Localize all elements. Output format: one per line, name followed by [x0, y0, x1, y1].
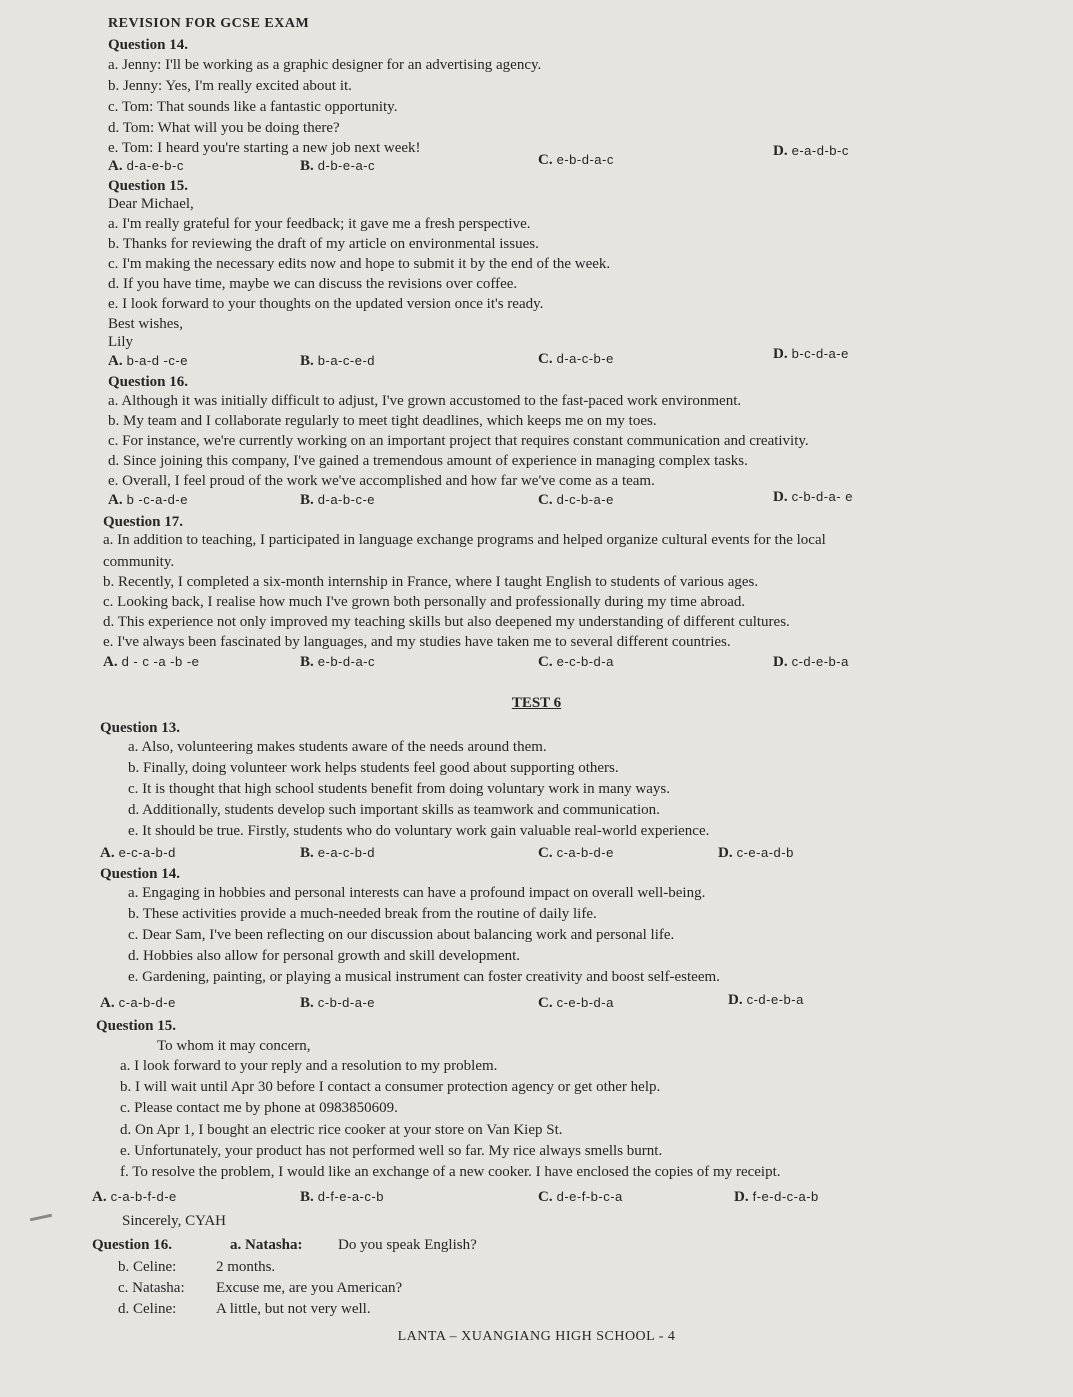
- option-text: d-a-c-b-e: [556, 351, 614, 366]
- sentence: e. Unfortunately, your product has not performed well so far. My rice always smells burnt.: [120, 1143, 663, 1159]
- answer-option-b[interactable]: [300, 993, 375, 1013]
- option-text: b-a-c-e-d: [317, 353, 376, 368]
- answer-option-d[interactable]: [734, 1187, 819, 1207]
- sentence: d. Tom: What will you be doing there?: [108, 120, 340, 136]
- sentence: d. Since joining this company, I've gained a tremendous amount of experience in managing complex tasks.: [108, 453, 748, 469]
- question-title: Question 15.: [96, 1018, 177, 1034]
- option-key: A.: [108, 158, 123, 174]
- option-key: A.: [100, 995, 115, 1011]
- option-key: D.: [734, 1189, 749, 1205]
- option-text: c-d-e-b-a: [746, 992, 804, 1007]
- sentence: a. Engaging in hobbies and personal interests can have a profound impact on overall well-being.: [128, 885, 706, 901]
- sentence: b. I will wait until Apr 30 before I contact a consumer protection agency or get other help.: [120, 1079, 661, 1095]
- test-title: TEST 6: [511, 695, 562, 711]
- question-title: Question 14.: [108, 37, 189, 53]
- pen-mark: [30, 1214, 52, 1222]
- answer-option-d[interactable]: [728, 990, 804, 1010]
- option-text: c-e-a-d-b: [736, 845, 794, 860]
- option-key: D.: [718, 845, 733, 861]
- sentence: e. I've always been fascinated by languages, and my studies have taken me to several different countries.: [103, 634, 731, 650]
- sentence: c. It is thought that high school students benefit from doing voluntary work in many ways.: [128, 781, 671, 797]
- option-text: d-a-e-b-c: [126, 158, 184, 173]
- sentence: c. I'm making the necessary edits now and hope to submit it by the end of the week.: [108, 256, 611, 272]
- option-key: A.: [108, 353, 123, 369]
- answer-option-b[interactable]: [300, 652, 375, 672]
- sentence: b. These activities provide a much-needed break from the routine of daily life.: [128, 906, 597, 922]
- answer-option-b[interactable]: [300, 843, 375, 863]
- option-text: d-c-b-a-e: [556, 492, 614, 507]
- sentence: d. Additionally, students develop such important skills as teamwork and communication.: [128, 802, 660, 818]
- speaker-label: b. Celine:: [118, 1259, 177, 1275]
- dialogue-text: A little, but not very well.: [216, 1301, 371, 1317]
- option-text: e-c-a-b-d: [118, 845, 176, 860]
- option-key: A.: [108, 492, 123, 508]
- option-key: B.: [300, 995, 314, 1011]
- answer-option-b[interactable]: [300, 156, 375, 176]
- dialogue-text: 2 months.: [216, 1259, 276, 1275]
- sentence: d. On Apr 1, I bought an electric rice cooker at your store on Van Kiep St.: [120, 1122, 563, 1138]
- sentence: d. If you have time, maybe we can discuss the revisions over coffee.: [108, 276, 518, 292]
- answer-option-c[interactable]: [538, 843, 614, 863]
- answer-option-a[interactable]: [100, 993, 176, 1013]
- sentence: b. My team and I collaborate regularly to meet tight deadlines, which keeps me on my toes.: [108, 413, 657, 429]
- option-text: c-b-d-a- e: [791, 489, 853, 504]
- option-key: D.: [773, 489, 788, 505]
- answer-option-a[interactable]: [103, 652, 199, 672]
- question-title: Question 17.: [103, 514, 184, 530]
- sentence: c. Please contact me by phone at 0983850609.: [120, 1100, 398, 1116]
- letter-closing: Sincerely, CYAH: [122, 1213, 227, 1229]
- answer-option-d[interactable]: [773, 487, 853, 507]
- answer-option-a[interactable]: [108, 490, 188, 510]
- option-text: c-b-d-a-e: [317, 995, 376, 1010]
- sentence: c. Looking back, I realise how much I've grown both personally and professionally during my time abroad.: [103, 594, 746, 610]
- option-text: f-e-d-c-a-b: [752, 1189, 819, 1204]
- sentence: e. It should be true. Firstly, students who do voluntary work gain valuable real-world experience.: [128, 823, 710, 839]
- sentence: e. Overall, I feel proud of the work we've accomplished and how far we've come as a team.: [108, 473, 655, 489]
- speaker-label: c. Natasha:: [118, 1280, 185, 1296]
- option-text: c-a-b-d-e: [118, 995, 176, 1010]
- option-key: B.: [300, 1189, 314, 1205]
- answer-option-c[interactable]: [538, 150, 614, 170]
- option-key: B.: [300, 654, 314, 670]
- option-text: d-a-b-c-e: [317, 492, 376, 507]
- dialogue-line: [118, 1300, 371, 1319]
- sentence: e. I look forward to your thoughts on the updated version once it's ready.: [108, 296, 544, 312]
- page-footer: LANTA – XUANGIANG HIGH SCHOOL - 4: [397, 1329, 676, 1344]
- answer-option-d[interactable]: [773, 652, 849, 672]
- answer-option-d[interactable]: [773, 141, 849, 161]
- option-key: B.: [300, 353, 314, 369]
- option-text: d-b-e-a-c: [317, 158, 376, 173]
- answer-option-a[interactable]: [100, 843, 176, 863]
- sentence: a. Also, volunteering makes students aware of the needs around them.: [128, 739, 547, 755]
- option-text: b-c-d-a-e: [791, 346, 849, 361]
- sentence: c. For instance, we're currently working on an important project that requires constant communication and creativity.: [108, 433, 809, 449]
- sentence: c. Dear Sam, I've been reflecting on our discussion about balancing work and personal life.: [128, 927, 675, 943]
- dialogue-line: [118, 1279, 402, 1298]
- sentence: c. Tom: That sounds like a fantastic opportunity.: [108, 99, 398, 115]
- question-title: Question 14.: [100, 866, 181, 882]
- answer-option-c[interactable]: [538, 1187, 623, 1207]
- option-key: A.: [92, 1189, 107, 1205]
- answer-option-a[interactable]: [108, 156, 184, 176]
- option-text: e-c-b-d-a: [556, 654, 614, 669]
- answer-option-c[interactable]: [538, 652, 614, 672]
- question-title: Question 16.: [108, 374, 189, 390]
- sentence: community.: [103, 554, 175, 570]
- option-key: C.: [538, 152, 553, 168]
- answer-option-d[interactable]: [773, 344, 849, 364]
- answer-option-b[interactable]: [300, 351, 375, 371]
- option-key: A.: [100, 845, 115, 861]
- option-key: C.: [538, 492, 553, 508]
- option-key: D.: [773, 654, 788, 670]
- dialogue-text: Excuse me, are you American?: [216, 1280, 403, 1296]
- answer-option-c[interactable]: [538, 349, 614, 369]
- option-text: e-a-d-b-c: [791, 143, 849, 158]
- option-key: D.: [773, 143, 788, 159]
- letter-signature: Lily: [108, 334, 133, 350]
- question-title: Question 15.: [108, 178, 189, 194]
- dialogue-line: [118, 1258, 275, 1277]
- option-text: d - c -a -b -e: [121, 654, 200, 669]
- option-text: e-b-d-a-c: [556, 152, 614, 167]
- option-text: c-a-b-f-d-e: [110, 1189, 177, 1204]
- speaker-label: a. Natasha:: [230, 1237, 303, 1253]
- option-key: C.: [538, 1189, 553, 1205]
- option-key: A.: [103, 654, 118, 670]
- sentence: b. Recently, I completed a six-month internship in France, where I taught English to students of various ages.: [103, 574, 759, 590]
- option-key: C.: [538, 654, 553, 670]
- answer-option-c[interactable]: [538, 993, 614, 1013]
- sentence: e. Gardening, painting, or playing a musical instrument can foster creativity and boost self-esteem.: [128, 969, 720, 985]
- option-key: D.: [773, 346, 788, 362]
- option-text: c-d-e-b-a: [791, 654, 849, 669]
- option-key: C.: [538, 351, 553, 367]
- option-text: c-e-b-d-a: [556, 995, 614, 1010]
- sentence: a. In addition to teaching, I participated in language exchange programs and helped organize cultural events for the local: [103, 532, 826, 548]
- sentence: b. Jenny: Yes, I'm really excited about it.: [108, 78, 352, 94]
- answer-option-b[interactable]: [300, 490, 375, 510]
- answer-option-d[interactable]: [718, 843, 794, 863]
- option-key: B.: [300, 492, 314, 508]
- sentence: a. Although it was initially difficult to adjust, I've grown accustomed to the fast-paced work environment.: [108, 393, 742, 409]
- option-text: d-f-e-a-c-b: [317, 1189, 384, 1204]
- option-key: C.: [538, 845, 553, 861]
- option-key: B.: [300, 158, 314, 174]
- answer-option-a[interactable]: [92, 1187, 177, 1207]
- option-text: e-a-c-b-d: [317, 845, 376, 860]
- question-title: Question 16.: [92, 1237, 173, 1253]
- option-text: c-a-b-d-e: [556, 845, 614, 860]
- sentence: d. Hobbies also allow for personal growth and skill development.: [128, 948, 521, 964]
- sentence: b. Finally, doing volunteer work helps students feel good about supporting others.: [128, 760, 619, 776]
- option-text: b -c-a-d-e: [126, 492, 188, 507]
- page-header: REVISION FOR GCSE EXAM: [108, 16, 310, 31]
- option-key: B.: [300, 845, 314, 861]
- answer-option-c[interactable]: [538, 490, 614, 510]
- dialogue-text: Do you speak English?: [338, 1237, 477, 1253]
- letter-greeting: Dear Michael,: [108, 196, 194, 212]
- dialogue-line: [230, 1236, 477, 1255]
- speaker-label: d. Celine:: [118, 1301, 177, 1317]
- option-text: d-e-f-b-c-a: [556, 1189, 623, 1204]
- sentence: a. I'm really grateful for your feedback; it gave me a fresh perspective.: [108, 216, 531, 232]
- sentence: f. To resolve the problem, I would like an exchange of a new cooker. I have enclosed the copies of my receipt.: [120, 1164, 781, 1180]
- sentence: b. Thanks for reviewing the draft of my article on environmental issues.: [108, 236, 539, 252]
- sentence: e. Tom: I heard you're starting a new job next week!: [108, 140, 421, 156]
- option-key: C.: [538, 995, 553, 1011]
- letter-greeting: To whom it may concern,: [157, 1038, 311, 1054]
- sentence: a. Jenny: I'll be working as a graphic designer for an advertising agency.: [108, 57, 542, 73]
- answer-option-b[interactable]: [300, 1187, 384, 1207]
- letter-closing: Best wishes,: [108, 316, 183, 332]
- question-title: Question 13.: [100, 720, 181, 736]
- option-key: D.: [728, 992, 743, 1008]
- sentence: d. This experience not only improved my teaching skills but also deepened my understanding of different cultures.: [103, 614, 790, 630]
- option-text: e-b-d-a-c: [317, 654, 376, 669]
- sentence: a. I look forward to your reply and a resolution to my problem.: [120, 1058, 498, 1074]
- option-text: b-a-d -c-e: [126, 353, 188, 368]
- answer-option-a[interactable]: [108, 351, 188, 371]
